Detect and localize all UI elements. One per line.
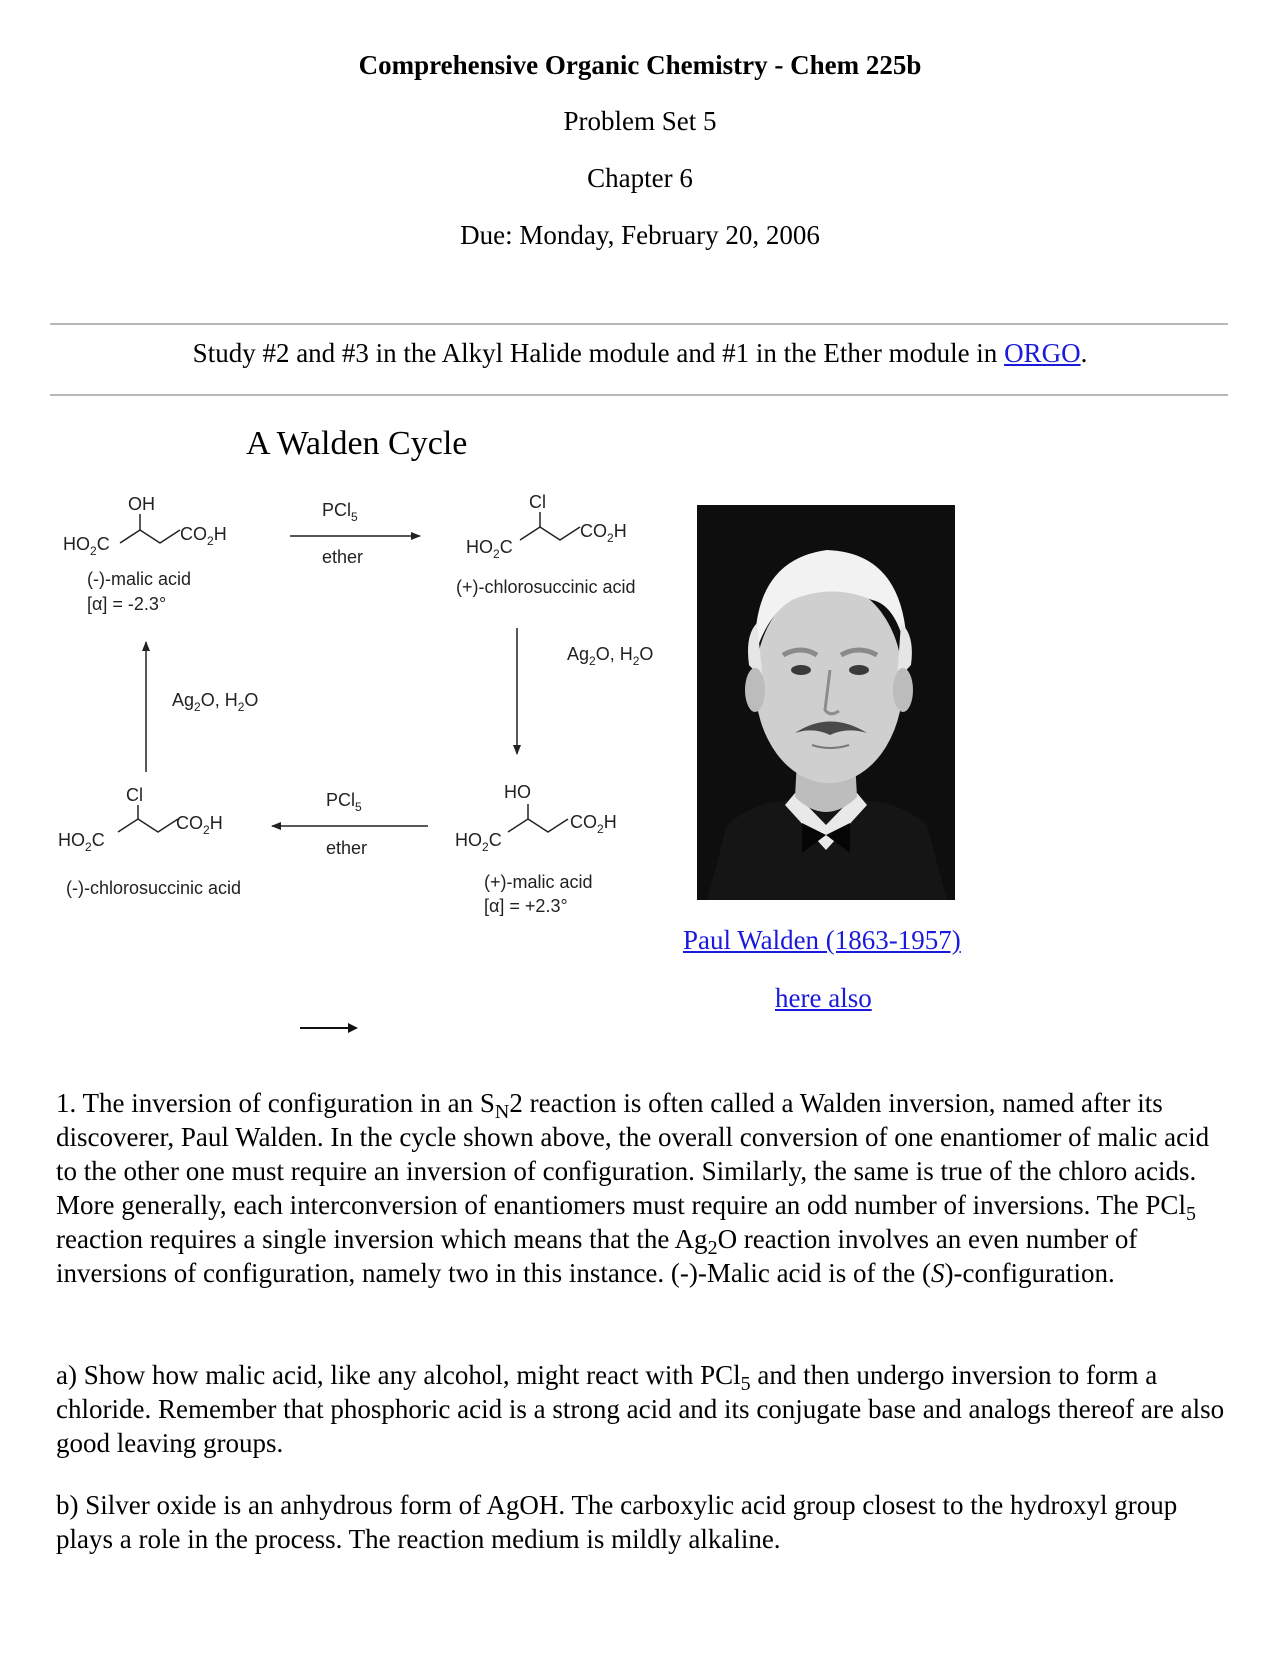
divider-top: [50, 323, 1228, 325]
due-date: Due: Monday, February 20, 2006: [460, 220, 820, 250]
paul-walden-portrait[interactable]: [697, 505, 955, 900]
right-group-label: $CO_2H$: [580, 521, 627, 545]
reagent-label: $Ag_2O$, $H_2O$: [172, 690, 259, 714]
question-b-text: b) Silver oxide is an anhydrous form of AgOH. The carboxylic acid group closest to the hydroxyl group plays a role in the process. The reaction medium is mildly alkaline.: [56, 1490, 1178, 1554]
substituent-label: HO: [504, 782, 531, 802]
figure-title: A Walden Cycle: [246, 425, 468, 462]
compound-name: (-)-malic acid: [87, 569, 192, 589]
solvent-label: ether: [322, 547, 364, 567]
problem-set-heading: Problem Set 5: [563, 106, 717, 136]
compound-name: (-)-chlorosuccinic acid: [66, 878, 242, 898]
paul-walden-link[interactable]: Paul Walden (1863-1957): [683, 925, 961, 955]
reagent-label: $Ag_2O$, $H_2O$: [567, 644, 654, 668]
reaction-arrow-bottom: [272, 790, 428, 858]
optical-rotation: [α] = +2.3°: [484, 896, 568, 916]
study-period: .: [1080, 338, 1088, 368]
walden-cycle-scheme: [0, 470, 680, 1030]
molecule-malic-acid-minus: [63, 494, 227, 614]
substituent-label: Cl: [529, 492, 546, 512]
right-group-label: $CO_2H$: [570, 812, 617, 836]
right-group-label: $CO_2H$: [180, 524, 227, 548]
solvent-label: ether: [326, 838, 368, 858]
compound-name: (+)-malic acid: [484, 872, 593, 892]
small-arrow-icon: [300, 1020, 360, 1036]
study-instructions: [0, 338, 1280, 369]
question-1-text: 1. The inversion of configuration in an $S_N2$ reaction is often called a Walden inversion, named after its discoverer, Paul Walden. In the cycle shown above, the overall conversion of one enantiomer of malic acid to the other one must require an inversion of configuration. Similarly, the same is true of the chloro acids. More generally, each interconversion of enantiomers must require an odd number of inversions. The PCl$_5$ reaction requires a single inversion which means that the $Ag_2O$ reaction involves an even number of inversions of configuration, namely two in this instance. (-)-Malic acid is of the (S)-configuration.: [56, 1088, 1210, 1288]
reagent-label: PCl$_5$: [326, 790, 362, 814]
chapter-heading: Chapter 6: [587, 163, 693, 193]
course-title: Comprehensive Organic Chemistry - Chem 225b: [358, 50, 922, 80]
orgo-link[interactable]: ORGO: [1004, 338, 1081, 368]
study-text: Study #2 and #3 in the Alkyl Halide module and #1 in the Ether module in: [192, 338, 1005, 368]
question-a-text: a) Show how malic acid, like any alcohol, might react with PCl$_5$ and then undergo inversion to form a chloride. Remember that phosphoric acid is a strong acid and its conjugate base and analogs thereof are also good leaving groups.: [56, 1360, 1225, 1458]
left-group-label: $HO_2C$: [63, 534, 110, 558]
left-group-label: $HO_2C$: [455, 830, 502, 854]
left-group-label: $HO_2C$: [58, 830, 105, 854]
substituent-label: OH: [128, 494, 155, 514]
molecule-chlorosuccinic-acid-plus: [456, 492, 636, 597]
substituent-label: Cl: [126, 785, 143, 805]
reaction-arrow-top: [290, 500, 420, 567]
compound-name: (+)-chlorosuccinic acid: [456, 577, 636, 597]
molecule-malic-acid-plus: [455, 782, 617, 916]
here-also-link[interactable]: here also: [775, 983, 872, 1013]
reaction-arrow-right: [517, 628, 653, 754]
reaction-arrow-left: [146, 642, 258, 772]
right-group-label: $CO_2H$: [176, 813, 223, 837]
molecule-chlorosuccinic-acid-minus: [58, 785, 241, 898]
divider-bottom: [50, 394, 1228, 396]
left-group-label: $HO_2C$: [466, 537, 513, 561]
reagent-label: PCl$_5$: [322, 500, 358, 524]
optical-rotation: [α] = -2.3°: [87, 594, 167, 614]
